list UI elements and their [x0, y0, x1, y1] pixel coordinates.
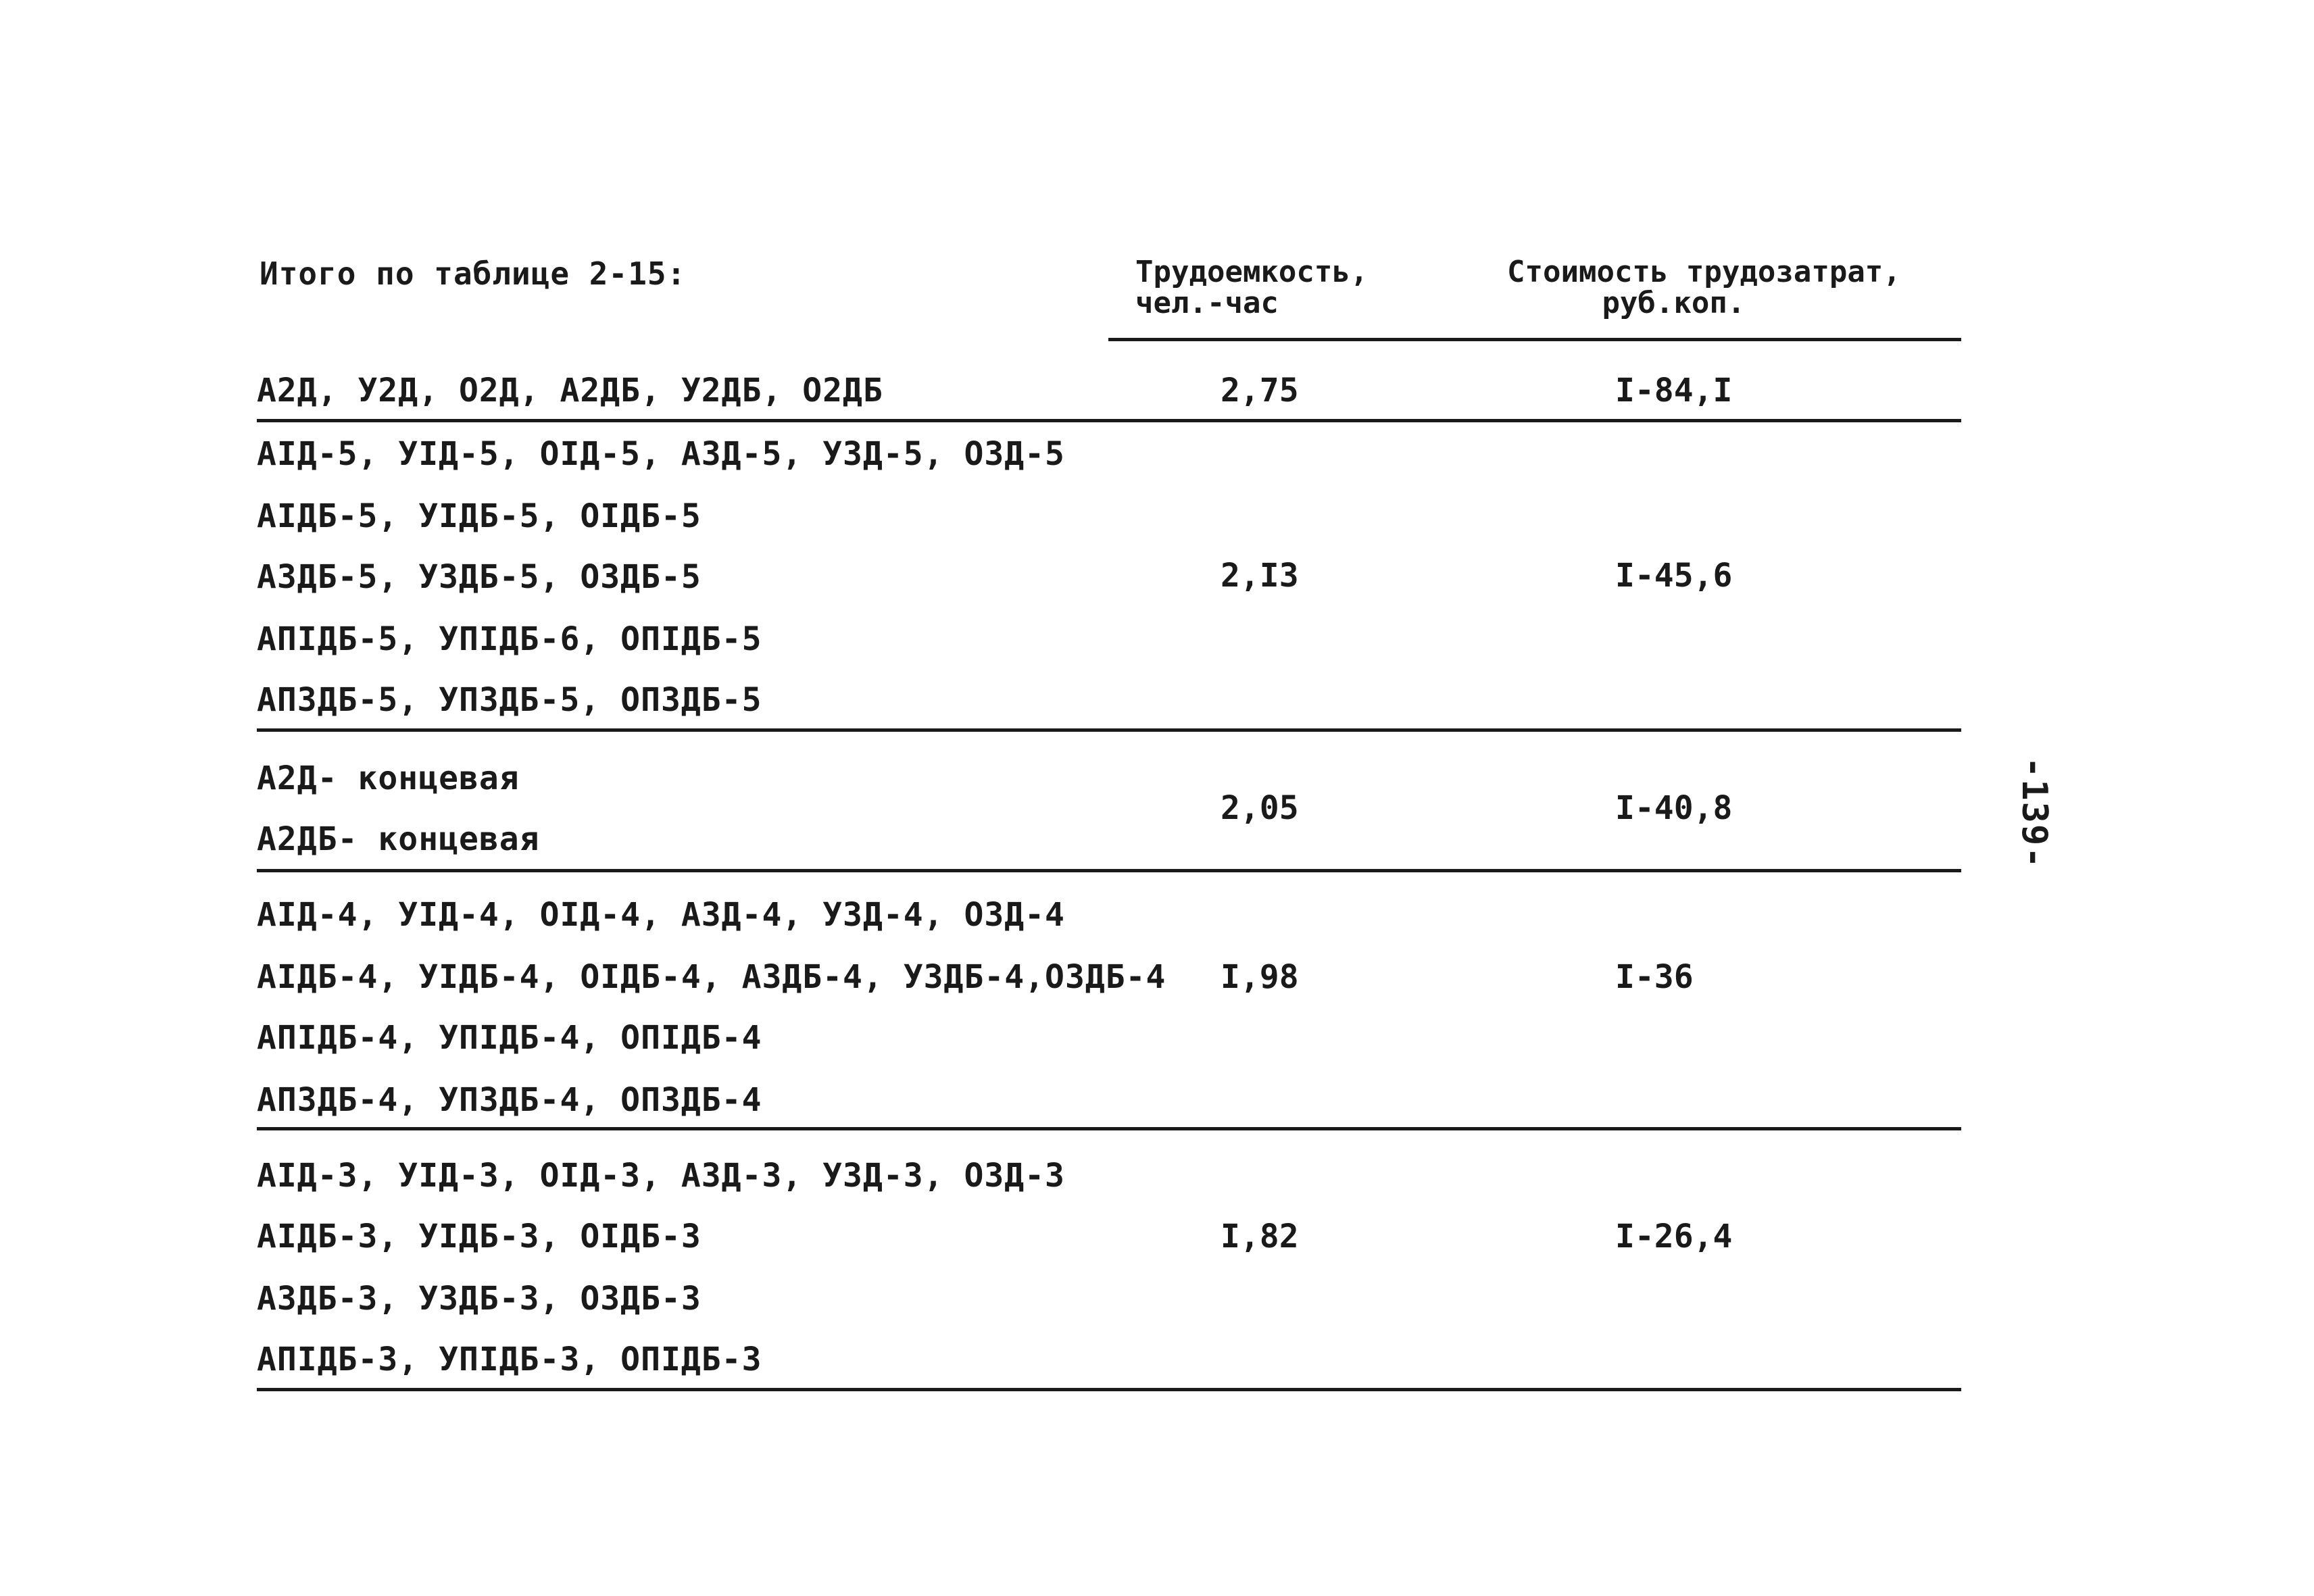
group-2-cost: I-45,6 [1615, 557, 1733, 595]
group-2-line-2: АIДБ-5, УIДБ-5, ОIДБ-5 [257, 497, 701, 535]
group-1-labor: 2,75 [1221, 372, 1299, 409]
group-5-line-2: АIДБ-3, УIДБ-3, ОIДБ-3 [257, 1218, 701, 1255]
column-header-cost-line2: руб.коп. [1602, 286, 1746, 320]
group-2-line-3: А3ДБ-5, У3ДБ-5, О3ДБ-5 [257, 558, 701, 596]
group-4-line-2: АIДБ-4, УIДБ-4, ОIДБ-4, А3ДБ-4, У3ДБ-4,О3ДБ-4 [257, 958, 1166, 996]
group-5-line-4: АПIДБ-3, УПIДБ-3, ОПIДБ-3 [257, 1341, 762, 1378]
group-5-cost: I-26,4 [1615, 1218, 1733, 1255]
group-5-labor: I,82 [1221, 1218, 1299, 1255]
group-3-line-1: А2Д- концевая [257, 759, 520, 797]
column-header-cost-line1: Стоимость трудозатрат, [1507, 255, 1901, 289]
group-4-line-1: АIД-4, УIД-4, ОIД-4, А3Д-4, У3Д-4, О3Д-4 [257, 896, 1065, 934]
group-3-labor: 2,05 [1221, 789, 1299, 827]
group-5-rule [257, 1388, 1961, 1391]
table-summary-title: Итого по таблице 2-15: [260, 255, 687, 292]
group-2-line-1: АIД-5, УIД-5, ОIД-5, А3Д-5, У3Д-5, О3Д-5 [257, 435, 1065, 473]
page-number: -139- [2014, 757, 2054, 870]
group-4-cost: I-36 [1615, 958, 1694, 996]
column-header-labor-line1: Трудоемкость, [1135, 255, 1369, 289]
group-2-line-5: АП3ДБ-5, УП3ДБ-5, ОП3ДБ-5 [257, 681, 762, 719]
group-5-line-1: АIД-3, УIД-3, ОIД-3, А3Д-3, У3Д-3, О3Д-3 [257, 1157, 1065, 1195]
group-3-line-2: А2ДБ- концевая [257, 820, 540, 858]
group-4-labor: I,98 [1221, 958, 1299, 996]
group-3-rule [257, 869, 1961, 872]
group-4-rule [257, 1127, 1961, 1130]
group-3-cost: I-40,8 [1615, 789, 1733, 827]
group-1-rule [257, 419, 1961, 422]
group-2-line-4: АПIДБ-5, УПIДБ-6, ОПIДБ-5 [257, 620, 762, 658]
group-5-line-3: А3ДБ-3, У3ДБ-3, О3ДБ-3 [257, 1280, 701, 1318]
header-rule [1108, 338, 1961, 341]
group-2-labor: 2,I3 [1221, 557, 1299, 595]
group-1-line-1: А2Д, У2Д, О2Д, А2ДБ, У2ДБ, О2ДБ [257, 372, 883, 409]
group-4-line-4: АП3ДБ-4, УП3ДБ-4, ОП3ДБ-4 [257, 1081, 762, 1119]
column-header-labor-line2: чел.-час [1135, 286, 1279, 320]
group-4-line-3: АПIДБ-4, УПIДБ-4, ОПIДБ-4 [257, 1019, 762, 1057]
column-header-cost [1507, 257, 1901, 319]
group-1-cost: I-84,I [1615, 372, 1733, 409]
group-2-rule [257, 728, 1961, 732]
column-header-labor [1135, 257, 1368, 319]
